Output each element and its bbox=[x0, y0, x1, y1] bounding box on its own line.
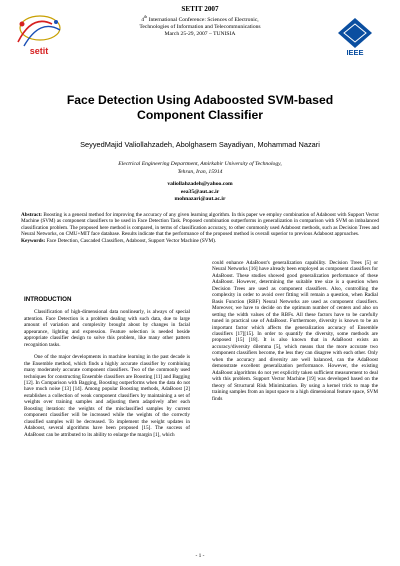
ieee-logo-icon bbox=[322, 16, 388, 56]
keywords-label: Keywords: bbox=[21, 237, 46, 244]
author-affiliation bbox=[40, 161, 360, 176]
affiliation-line2: Tehran, Iran, 15914 bbox=[177, 168, 223, 175]
conference-edition-num: 4 bbox=[141, 17, 145, 24]
conference-info bbox=[90, 6, 310, 39]
left-column bbox=[24, 297, 190, 444]
paper-title-line2: Component Classifier bbox=[137, 107, 263, 122]
setit-logo-text: setit bbox=[29, 46, 49, 56]
intro-paragraph-2: One of the major developments in machine learning in the past decade is the Ensemble method, which finds a highly accurate classifier by combining many moderately accurate component classifiers. Two of the commonly used techniques for constructing Ensemble classifiers are Boosting [11] and Bagging [12]. In Comparison with Bagging, Boosting outperforms when the data do not have much noise [13] [14]. Among popular Boosting methods, AdaBoost [2] establishes a collection of weak component classifiers by maintaining a set of weights over training samples and adjusting them adaptively after each Boosting iteration: the weights of the misclassified samples by current component classifier will be increased while the weights of the correctly classified samples will be decreased. To implement the weight updates in Adaboost, several algorithms have been proposed [15]. The success of AdaBoost can be attributed to its ability to enlarge the margin [1], which bbox=[24, 354, 190, 438]
email-3: mohnazari@aut.ac.ir bbox=[174, 196, 226, 203]
keywords-paragraph bbox=[21, 238, 379, 244]
intro-paragraph-1: Classification of high-dimensional data nonlinearly, is always of special attention. Face Detection is a problem dealing with such data, due to large amount of variation and complexity brought about by changes in facial appearance, lighting and expression. Feature selection is needed beside appropriate classifier design to solve this problem, like many other pattern recognition tasks. bbox=[24, 309, 190, 348]
page-number: - 1 - bbox=[195, 553, 205, 559]
keywords-text: Face Detection, Cascaded Classifiers, Adaboost, Support Vector Machine (SVM). bbox=[46, 237, 217, 244]
abstract-text: Boosting is a general method for improving the accuracy of any given learning algorithm. In this paper we employ combination of Adaboost with Support Vector Machine (SVM) as component classifiers to be used in Face Detection Task. Proposed combination outperforms in generalization in comparison with SVM on imbalanced classification problem. The proposed here method is compared, in terms of classification accuracy, to other commonly used Adaboost methods, such as Decision Trees and Neural Networks, on CMU+MIT face database. Results indicate that the performance of the proposed method is overall superior to previous Adaboost approaches. bbox=[21, 212, 379, 238]
conference-line3: March 25-29, 2007 – TUNISIA bbox=[164, 31, 236, 38]
abstract-label: Abstract: bbox=[21, 212, 43, 218]
intro-paragraph-3: could enhance AdaBoost's generalization capability. Decision Trees [5] or Neural Networks [16] have already been employed as component classifiers for AdaBoost. These studies showed good generalization performance of these AdaBoost. However, determining the suitable tree size is a question when Decision Trees are used as component classifiers. Also, controlling the complexity in order to avoid over fitting will remain a question, when Radial Basis Function (RBF) Neural Networks are used as component classifiers. Moreover, we have to decide on the optimum number of centers and also on setting the width values of the RBFs. All these factors have to be carefully tuned in practical use of AdaBoost. Furthermore, diversity is known to be an important factor which affects the generalization accuracy of Ensemble classifiers [17][15]. In order to quantify the diversity, some methods are proposed [15] [18]. It is also known that in AdaBoost exists an accuracy/diversity dilemma [5], which means that the more accurate two component classifiers become, the less they can disagree with each other. Only when the accuracy and diversity are well balanced, can the AdaBoost demonstrate excellent generalization performance. However, the existing AdaBoost algorithms do not yet explicitly taken sufficient measurement to deal with this problem. Support Vector Machine [19] was developed based on the theory of Structural Risk Minimization. By using a kernel trick to map the training samples from an input space to a high dimensional feature space, SVM finds bbox=[212, 260, 378, 402]
conference-line2: Technologies of Information and Telecommunications bbox=[139, 24, 261, 31]
conference-edition-sup: th bbox=[144, 14, 148, 20]
abstract-paragraph bbox=[21, 212, 379, 238]
conference-name: SETIT 2007 bbox=[181, 5, 219, 13]
email-1: valiollahzadeh@yahoo.com bbox=[167, 181, 233, 187]
ieee-logo-text: IEEE bbox=[346, 48, 364, 56]
email-2: eea35@aut.ac.ir bbox=[180, 188, 220, 195]
paper-authors: SeyyedMajid Valiollahzadeh, Abolghasem Sayadiyan, Mohammad Nazari bbox=[80, 140, 320, 149]
paper-title bbox=[30, 93, 370, 122]
section-heading-introduction: INTRODUCTION bbox=[24, 296, 72, 303]
conference-header bbox=[0, 6, 400, 58]
conference-line1-text: International Conference: Sciences of Electronic, bbox=[148, 17, 259, 24]
right-column bbox=[212, 260, 378, 408]
author-emails bbox=[40, 181, 360, 204]
setit-logo-icon bbox=[10, 12, 68, 56]
paper-title-line1: Face Detection Using Adaboosted SVM-based bbox=[66, 93, 334, 107]
conference-line1 bbox=[90, 13, 310, 24]
affiliation-line1: Electrical Engineering Department, Amirkabir University of Technology, bbox=[118, 161, 282, 167]
abstract-block bbox=[21, 212, 379, 244]
